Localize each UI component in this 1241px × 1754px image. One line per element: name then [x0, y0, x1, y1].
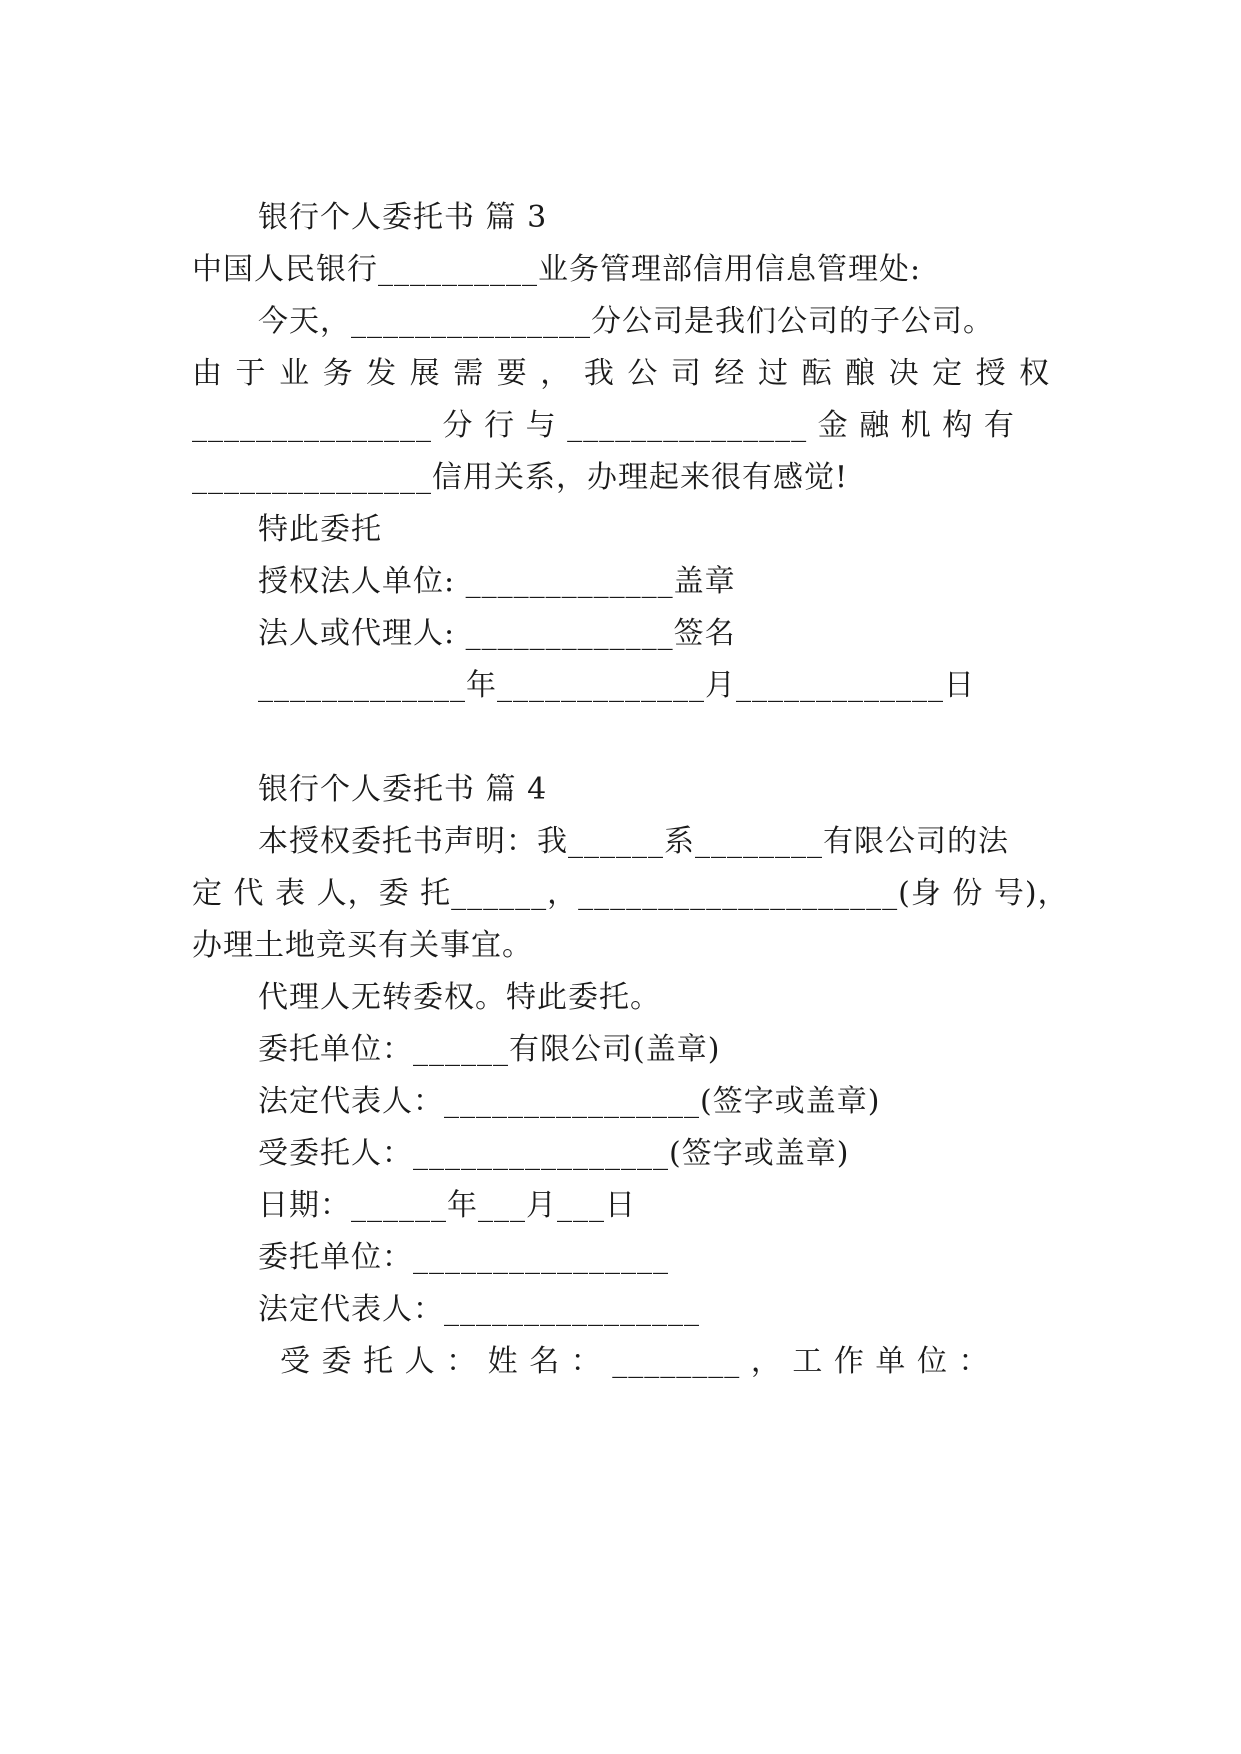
section3-body-line4: _______________信用关系，办理起来很有感觉! [192, 460, 849, 495]
section4-decl-line1: 本授权委托书声明：我______系________有限公司的法 [258, 824, 1009, 859]
section3-title: 银行个人委托书 篇 3 [258, 200, 548, 235]
section4-trustee-info: 受 委 托 人 ： 姓 名 ： ________ ， 工 作 单 位 ： [280, 1344, 990, 1379]
section4-entrusting-unit: 委托单位：______有限公司(盖章) [258, 1032, 721, 1067]
section3-legal-or-agent: 法人或代理人: _____________签名 [258, 616, 736, 651]
section4-entrusting-unit2: 委托单位：________________ [258, 1240, 669, 1275]
section4-legal-rep: 法定代表人：________________(签字或盖章) [258, 1084, 881, 1119]
section4-no-transfer: 代理人无转委权。特此委托。 [258, 980, 661, 1015]
section3-body-line3: _______________ 分 行 与 _______________ 金 融 机 构 有 [192, 408, 1015, 443]
section4-decl-line2: 定 代 表 人，委 托______，____________________(身 份 号)， [192, 876, 1069, 911]
section4-trustee: 受委托人：________________(签字或盖章) [258, 1136, 850, 1171]
section3-authorizer-unit: 授权法人单位: _____________盖章 [258, 564, 736, 599]
section3-body-line1: 今天，_______________分公司是我们公司的子公司。 [258, 304, 994, 339]
section3-addressee: 中国人民银行__________业务管理部信用信息管理处: [192, 252, 922, 287]
section4-date: 日期：______年___月___日 [258, 1188, 636, 1223]
section3-body-line2: 由 于 业 务 发 展 需 要 ， 我 公 司 经 过 酝 酿 决 定 授 权 [192, 356, 1052, 391]
section3-date-line: _____________年_____________月_____________日 [258, 668, 975, 703]
section4-title: 银行个人委托书 篇 4 [258, 772, 548, 807]
section4-decl-line3: 办理土地竞买有关事宜。 [192, 928, 533, 963]
section3-closing: 特此委托 [258, 512, 382, 547]
section4-legal-rep2: 法定代表人：________________ [258, 1292, 700, 1327]
